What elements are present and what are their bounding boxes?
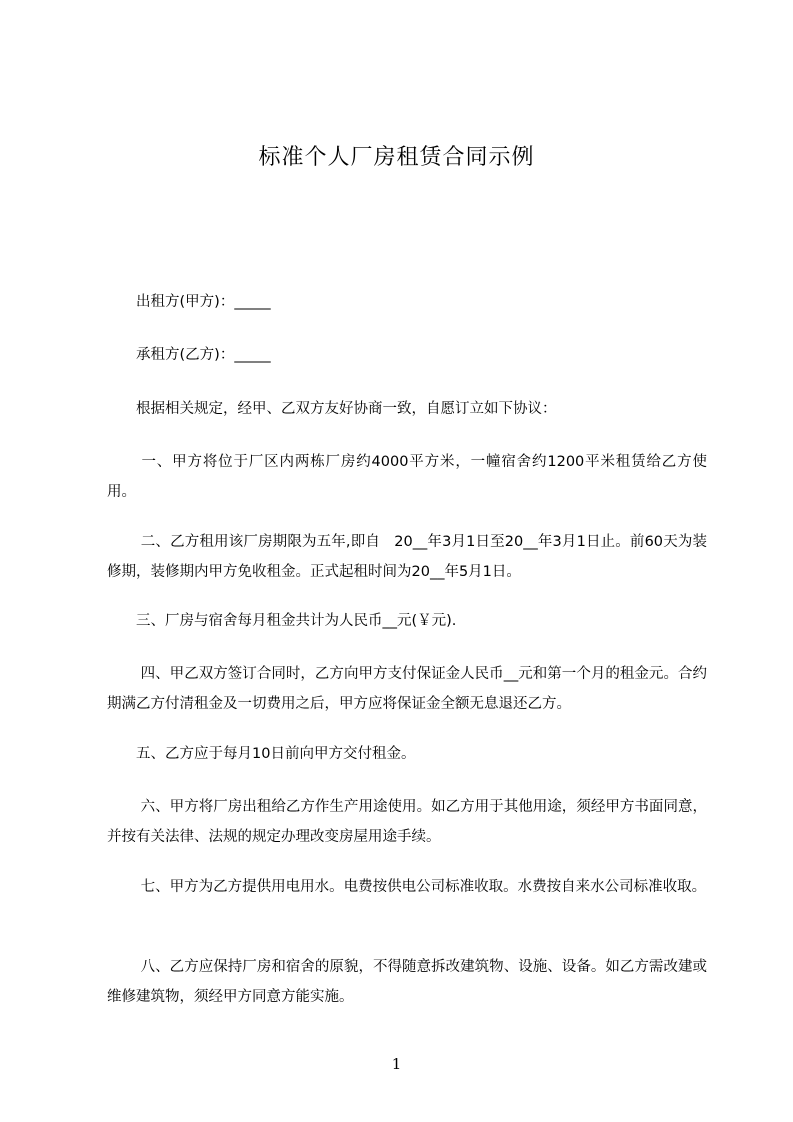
clause-4: 四、甲乙双方签订合同时，乙方向甲方支付保证金人民币__元和第一个月的租金元。合约期满乙方付清租金及一切费用之后，甲方应将保证金全额无息退还乙方。	[107, 666, 708, 712]
clause-1: 一、甲方将位于厂区内两栋厂房约4000平方米，一幢宿舍约1200平米租赁给乙方使用。	[107, 454, 707, 500]
clause-7: 七、甲方为乙方提供用电用水。电费按供电公司标准收取。水费按自来水公司标准收取。	[136, 879, 707, 895]
clause-6: 六、甲方将厂房出租给乙方作生产用途使用。如乙方用于其他用途，须经甲方书面同意，并按有关法律、法规的规定办理改变房屋用途手续。	[107, 799, 708, 845]
clause-2: 二、乙方租用该厂房期限为五年,即自 20__年3月1日至20__年3月1日止。前60天为装修期，装修期内甲方免收租金。正式起租时间为20__年5月1日。	[107, 534, 708, 580]
clause-3: 三、厂房与宿舍每月租金共计为人民币__元(￥元).	[136, 613, 457, 629]
clause-5: 五、乙方应于每月10日前向甲方交付租金。	[136, 746, 416, 762]
lessor-line: 出租方(甲方)：_____	[136, 294, 271, 310]
page-number: 1	[391, 1055, 402, 1073]
intro-paragraph: 根据相关规定，经甲、乙双方友好协商一致，自愿订立如下协议：	[136, 401, 557, 417]
clause-8: 八、乙方应保持厂房和宿舍的原貌，不得随意拆改建筑物、设施、设备。如乙方需改建或维修建筑物，须经甲方同意方能实施。	[107, 959, 708, 1005]
lessee-line: 承租方(乙方)：_____	[136, 347, 271, 363]
document-title: 标准个人厂房租赁合同示例	[258, 145, 535, 170]
